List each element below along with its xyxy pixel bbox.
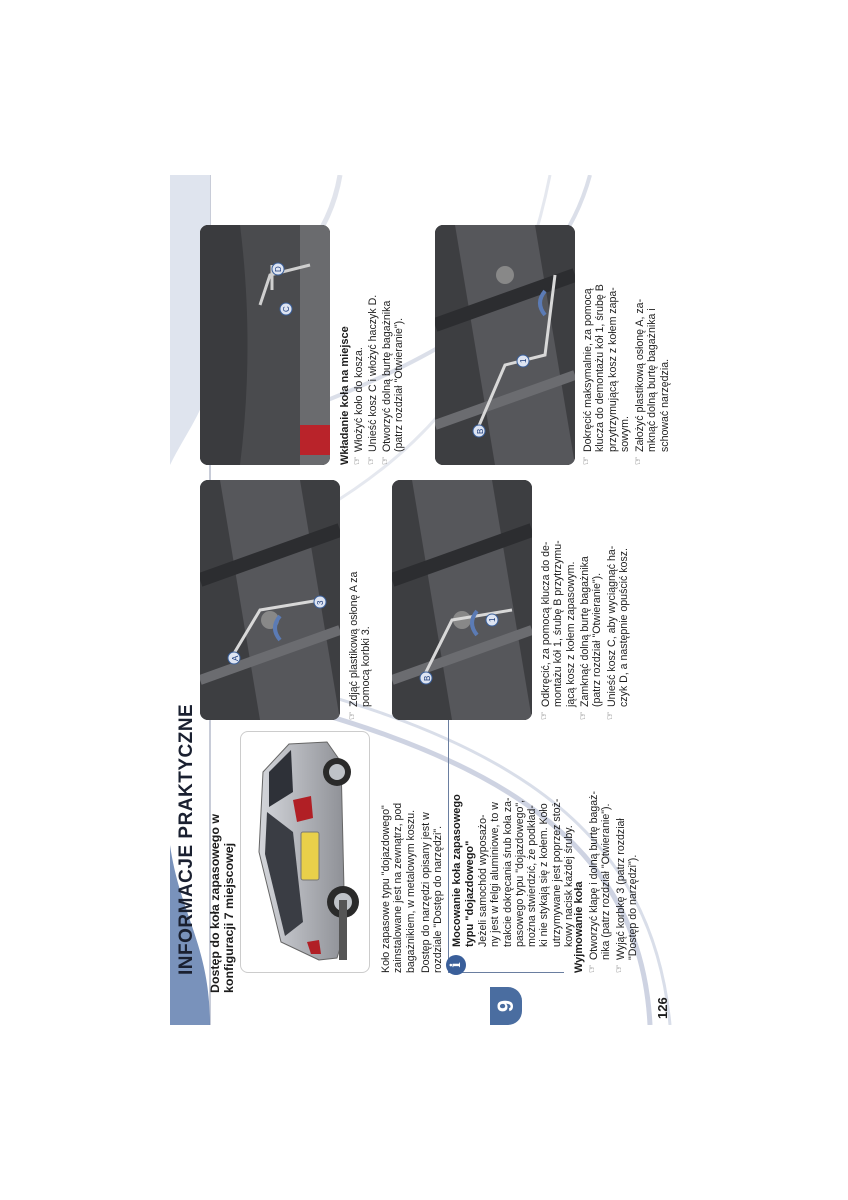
text-line: Dostęp do narzędzi opisany jest w bbox=[419, 812, 432, 973]
text-line: klucza do demontażu kół 1, śrubę B bbox=[594, 284, 607, 452]
page-number: 126 bbox=[655, 997, 670, 1019]
text-line: ☞ Zamknąć dolną burtę bagażnika bbox=[579, 556, 591, 707]
step-close-flap bbox=[579, 467, 604, 720]
text-line: Mocowanie koła zapasowego bbox=[451, 794, 463, 947]
text-line: mknąć dolną burtę bagażnika i bbox=[646, 308, 659, 452]
rotated-page-content bbox=[170, 175, 680, 1025]
text-line: ☞ Zdjąć plastikową osłonę A za bbox=[348, 571, 360, 707]
text-line: ☞ Unieść kosz C, aby wyciągnąć ha- bbox=[606, 545, 618, 707]
text-line: ☞ Dokręcić maksymalnie, za pomocą bbox=[582, 288, 594, 452]
label-1: 1 bbox=[519, 358, 528, 363]
photo-tighten-bolt bbox=[435, 225, 575, 465]
chapter-number: 9 bbox=[493, 999, 518, 1013]
label-1: 1 bbox=[488, 617, 497, 622]
photo-remove-cover bbox=[200, 480, 340, 720]
text-line: można stwierdzić, że podkład- bbox=[526, 805, 539, 947]
section-heading-line: Dostęp do koła zapasowego w bbox=[208, 813, 222, 993]
text-line: ny jest w felgi aluminiowe, to w bbox=[489, 802, 502, 947]
text-line: (patrz rozdział "Otwieranie"). bbox=[393, 317, 406, 452]
step-unscrew-bolt bbox=[540, 467, 577, 720]
car-rear-photo bbox=[240, 731, 370, 973]
text-line: montażu kół 1, śrubę B przytrzymu- bbox=[552, 540, 565, 707]
step-remove-cover bbox=[348, 467, 373, 720]
underbody-illustration bbox=[435, 225, 575, 465]
section-heading-line: konfiguracji 7 miejscowej bbox=[222, 842, 236, 993]
refit-step-2: ☞ Unieść kosz C i włożyć haczyk D. bbox=[367, 212, 379, 465]
text-line: schować narzędzia. bbox=[658, 358, 671, 452]
text-line: Koło zapasowe typu "dojazdowego" bbox=[380, 805, 392, 973]
underbody-illustration bbox=[392, 480, 532, 720]
text-line: ☞ Otworzyć klapę i dolną burtę bagaż- bbox=[588, 791, 600, 960]
label-3: 3 bbox=[316, 600, 325, 605]
text-line: rozdziale "Dostęp do narzędzi". bbox=[432, 825, 445, 973]
text-line: (patrz rozdział "Otwieranie"). bbox=[591, 572, 604, 707]
refit-step-3 bbox=[381, 212, 406, 465]
refit-step-1: ☞ Włożyć koło do kosza. bbox=[353, 212, 365, 465]
removal-step-2 bbox=[615, 700, 640, 973]
text-line: ki nie stykają się z kołem. Koło bbox=[538, 803, 551, 947]
rear-bumper-illustration bbox=[200, 225, 330, 465]
text-line: ☞ Otworzyć dolną burtę bagażnika bbox=[381, 300, 393, 452]
step-lift-basket bbox=[606, 467, 631, 720]
label-A: A bbox=[231, 655, 240, 661]
label-C: C bbox=[282, 306, 291, 312]
text-line: nika (patrz rozdział "Otwieranie"). bbox=[600, 803, 613, 960]
text-line: ☞ Założyć plastikową osłonę A, za- bbox=[634, 298, 646, 452]
label-B: B bbox=[423, 675, 432, 681]
info-title bbox=[451, 794, 476, 947]
text-line: sowym. bbox=[618, 416, 631, 452]
text-line: jącą kosz z kołem zapasowym. bbox=[564, 561, 577, 707]
refit-step-5 bbox=[634, 212, 671, 465]
text-line: przytrzymującą kosz z kołem zapa- bbox=[606, 287, 619, 452]
photo-unscrew-bolt bbox=[392, 480, 532, 720]
text-line: zainstalowane jest na zewnątrz, pod bbox=[392, 802, 405, 973]
label-D: D bbox=[274, 266, 283, 272]
label-B: B bbox=[476, 428, 485, 434]
text-line: ☞ Wyjąć korbkę 3 (patrz rozdział bbox=[615, 818, 627, 960]
car-illustration bbox=[241, 732, 369, 972]
removal-title: Wyjmowanie koła bbox=[573, 881, 585, 973]
text-line: bagażnikiem, w metalowym koszu. bbox=[404, 809, 417, 973]
removal-step-1 bbox=[588, 700, 613, 973]
info-icon: i bbox=[446, 955, 466, 975]
text-line: typu "dojazdowego" bbox=[463, 840, 476, 947]
info-body bbox=[477, 707, 575, 947]
chapter-title: INFORMACJE PRAKTYCZNE bbox=[176, 703, 197, 975]
text-line: trakcie dokręcania śrub koła za- bbox=[501, 797, 514, 947]
text-line: "Dostęp do narzędzi"). bbox=[627, 854, 640, 960]
text-line: pomocą korbki 3. bbox=[360, 626, 373, 707]
refit-step-4 bbox=[582, 212, 631, 465]
underbody-illustration bbox=[200, 480, 340, 720]
text-line: ☞ Odkręcić, za pomocą klucza do de- bbox=[540, 541, 552, 707]
text-line: czyk D, a następnie opuścić kosz. bbox=[618, 548, 631, 707]
text-line: Jeżeli samochód wyposażo- bbox=[477, 814, 489, 947]
photo-basket-hook bbox=[200, 225, 330, 465]
intro-paragraph bbox=[380, 703, 444, 973]
text-line: utrzymywane jest poprzez stoż- bbox=[550, 798, 563, 947]
text-line: pasowego typu "dojazdowego", bbox=[513, 799, 526, 947]
refit-title: Wkładanie koła na miejsce bbox=[339, 326, 351, 465]
section-heading bbox=[208, 814, 236, 993]
text-line: kowy nacisk każdej śruby. bbox=[563, 825, 576, 947]
